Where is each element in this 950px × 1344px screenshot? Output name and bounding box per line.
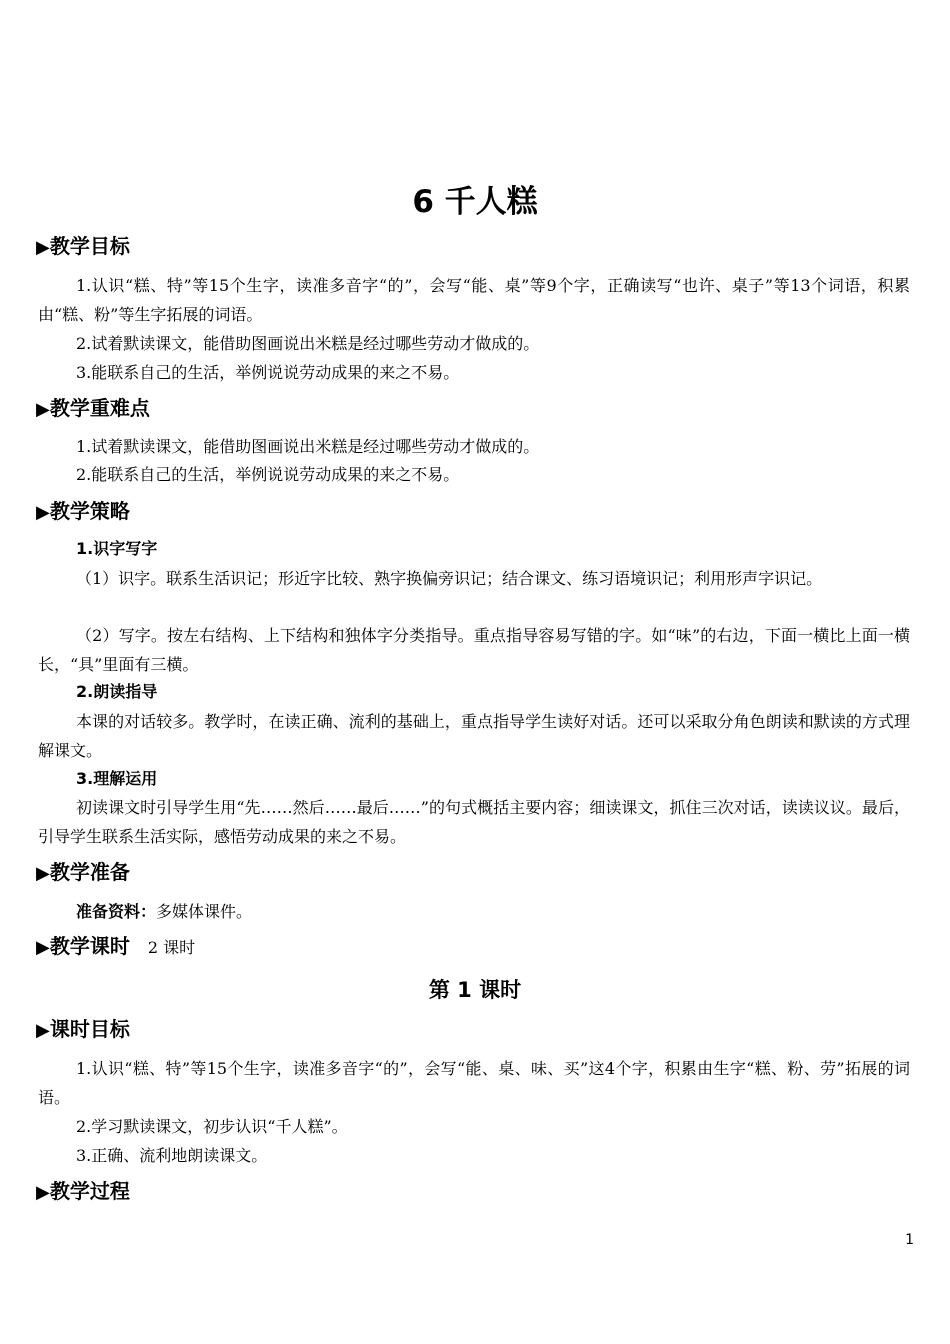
lesson-goal-1: 1.认识“糕、特”等15个生字，读准多音字“的”，会写“能、桌、味、买”这4个字，积累由生字“糕、粉、劳”拓展的词语。 bbox=[38, 1059, 910, 1107]
heading-key-points: ▶教学重难点 bbox=[36, 396, 150, 420]
strategy-paragraph-application: 初读课文时引导学生用“先……然后……最后……”的句式概括主要内容；细读课文，抓住三次对话，读读议议。最后，引导学生联系生活实际，感悟劳动成果的来之不易。 bbox=[38, 798, 910, 846]
strategy-sub-heading-1: 1.识字写字 bbox=[76, 539, 158, 558]
strategy-sub-heading-2: 2.朗读指导 bbox=[76, 682, 158, 701]
heading-process: ▶教学过程 bbox=[36, 1179, 130, 1203]
page-number: 1 bbox=[905, 1232, 914, 1248]
heading-lesson-goals: ▶课时目标 bbox=[36, 1017, 130, 1041]
lesson-title: 6 千人糕 bbox=[412, 184, 538, 220]
triangle-icon: ▶ bbox=[36, 399, 50, 420]
prep-label: 准备资料： bbox=[76, 902, 157, 921]
prep-paragraph bbox=[38, 897, 910, 926]
heading-goals: ▶教学目标 bbox=[36, 234, 130, 258]
strategy-paragraph-literacy: （1）识字。联系生活识记；形近字比较、熟字换偏旁识记；结合课文、练习语境识记；利用形声字识记。 bbox=[76, 569, 823, 588]
strategy-paragraph-writing: （2）写字。按左右结构、上下结构和独体字分类指导。重点指导容易写错的字。如“味”的右边，下面一横比上面一横长，“具”里面有三横。 bbox=[38, 626, 910, 674]
triangle-icon: ▶ bbox=[36, 863, 50, 884]
key-point-1: 1.试着默读课文，能借助图画说出米糕是经过哪些劳动才做成的。 bbox=[76, 437, 540, 456]
goal-item-3: 3.能联系自己的生活，举例说说劳动成果的来之不易。 bbox=[76, 363, 460, 382]
goal-item-1: 1.认识“糕、特”等15个生字，读准多音字“的”，会写“能、桌”等9个字，正确读写“也许、桌子”等13个词语，积累由“糕、粉”等生字拓展的词语。 bbox=[38, 276, 910, 324]
prep-text: 多媒体课件。 bbox=[156, 902, 253, 921]
triangle-icon: ▶ bbox=[36, 1182, 50, 1203]
lesson-goal-3: 3.正确、流利地朗读课文。 bbox=[76, 1146, 268, 1165]
strategy-paragraph-reading: 本课的对话较多。教学时，在读正确、流利的基础上，重点指导学生读好对话。还可以采取分角色朗读和默读的方式理解课文。 bbox=[38, 712, 910, 760]
strategy-sub-heading-3: 3.理解运用 bbox=[76, 769, 158, 788]
triangle-icon: ▶ bbox=[36, 502, 50, 523]
lesson-1-title: 第 1 课时 bbox=[428, 978, 522, 1002]
goal-item-2: 2.试着默读课文，能借助图画说出米糕是经过哪些劳动才做成的。 bbox=[76, 334, 540, 353]
key-point-2: 2.能联系自己的生活，举例说说劳动成果的来之不易。 bbox=[76, 465, 460, 484]
triangle-icon: ▶ bbox=[36, 937, 50, 958]
hours-value: 2 课时 bbox=[147, 938, 196, 957]
heading-hours: ▶教学课时 2 课时 bbox=[36, 934, 196, 958]
heading-prep: ▶教学准备 bbox=[36, 860, 130, 884]
triangle-icon: ▶ bbox=[36, 237, 50, 258]
triangle-icon: ▶ bbox=[36, 1020, 50, 1041]
lesson-goal-2: 2.学习默读课文，初步认识“千人糕”。 bbox=[76, 1117, 348, 1136]
heading-strategy: ▶教学策略 bbox=[36, 499, 130, 523]
